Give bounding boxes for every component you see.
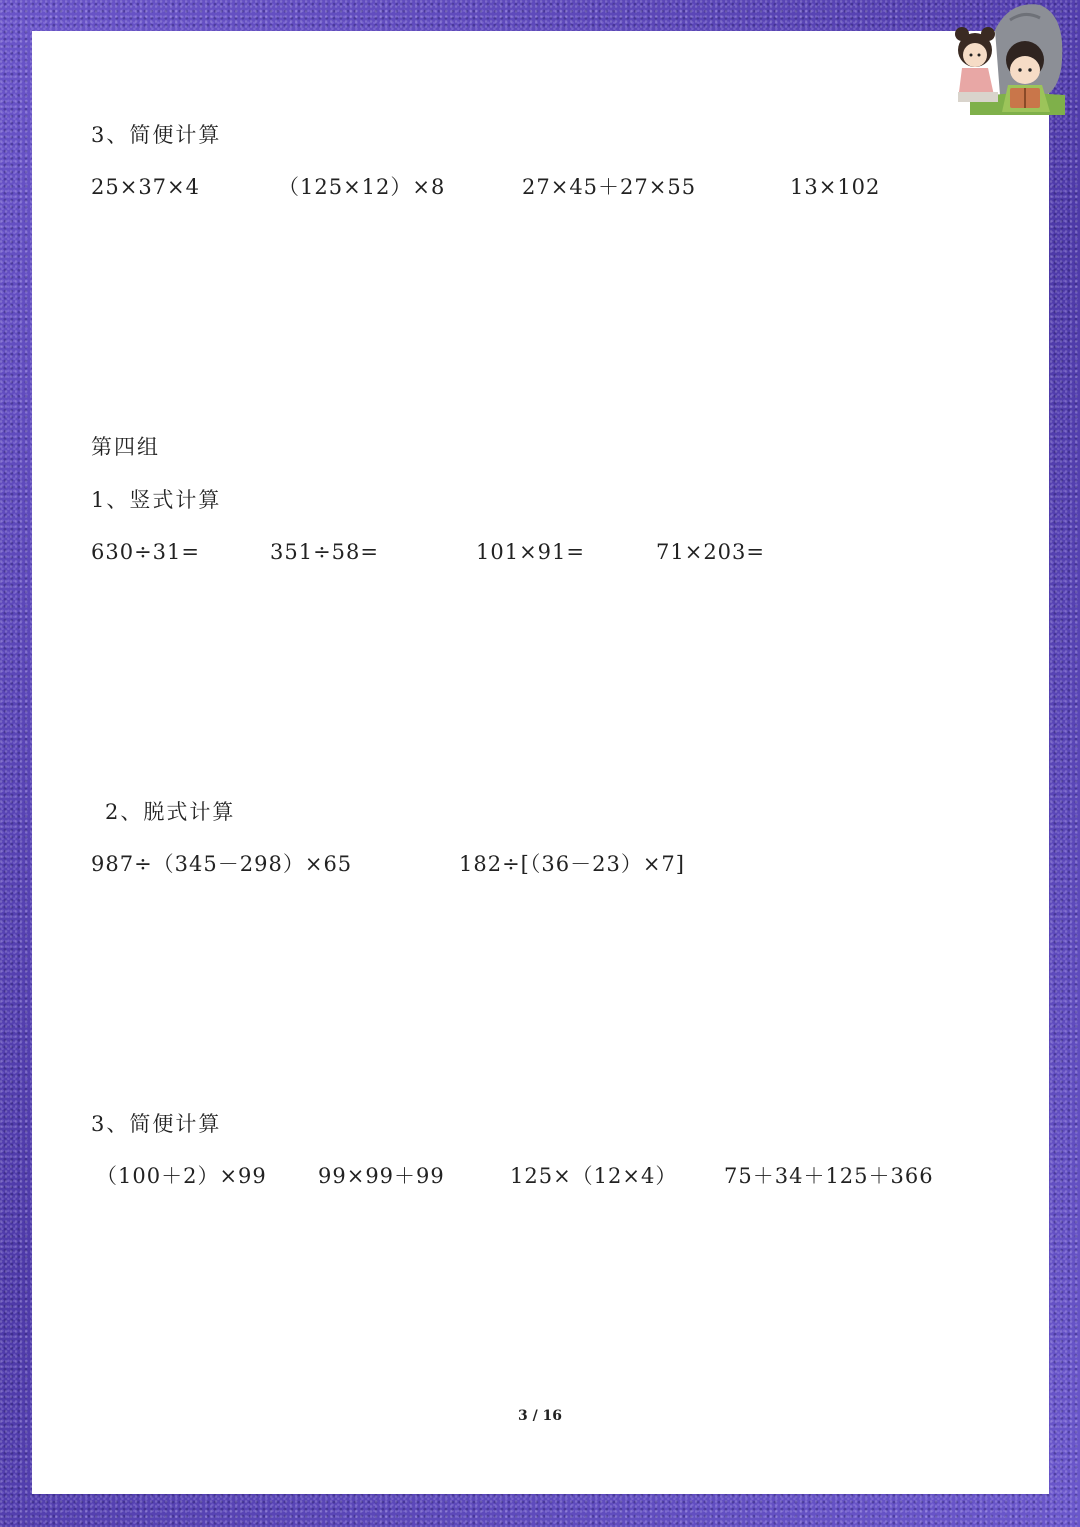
problem-vertical-3: 101×91= — [476, 540, 585, 564]
problem-simplify-2-1: （100＋2）×99 — [96, 1164, 267, 1188]
section-heading-simplify-2: 3、简便计算 — [91, 1112, 222, 1136]
problem-vertical-1: 630÷31= — [91, 540, 200, 564]
group-title: 第四组 — [91, 435, 160, 459]
problem-simplify-1-1: 25×37×4 — [91, 175, 200, 199]
problem-simplify-2-2: 99×99＋99 — [318, 1164, 445, 1188]
section-heading-vertical: 1、竖式计算 — [91, 488, 222, 512]
problem-stepwise-2: 182÷[（36－23）×7] — [459, 852, 685, 876]
problem-simplify-2-3: 125×（12×4） — [510, 1164, 678, 1188]
problem-simplify-1-2: （125×12）×8 — [278, 175, 446, 199]
problem-stepwise-1: 987÷（345－298）×65 — [91, 852, 353, 876]
problem-simplify-2-4: 75＋34＋125＋366 — [724, 1164, 934, 1188]
page-number: 3 / 16 — [517, 1408, 563, 1424]
problem-simplify-1-3: 27×45＋27×55 — [522, 175, 697, 199]
problem-vertical-4: 71×203= — [656, 540, 765, 564]
problem-vertical-2: 351÷58= — [270, 540, 379, 564]
reading-children-illustration — [940, 0, 1070, 125]
section-heading-simplify-1: 3、简便计算 — [91, 123, 222, 147]
worksheet-page — [32, 31, 1049, 1494]
problem-simplify-1-4: 13×102 — [790, 175, 881, 199]
section-heading-stepwise: 2、脱式计算 — [105, 800, 236, 824]
